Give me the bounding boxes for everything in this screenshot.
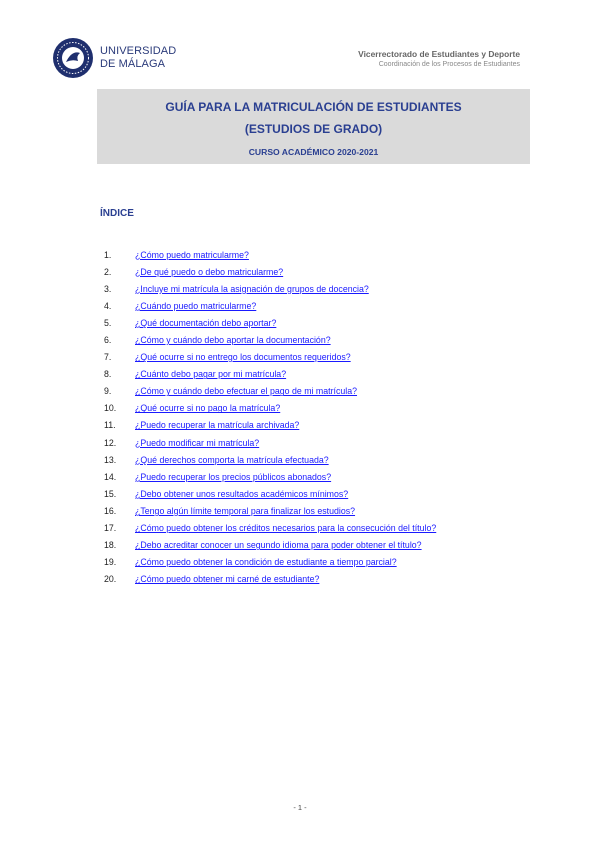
toc-item-number: 20. (104, 574, 117, 585)
toc-item-link[interactable]: ¿Cómo puedo matricularme? (135, 249, 249, 260)
university-name-line1: UNIVERSIDAD (100, 45, 177, 57)
document-title: GUÍA PARA LA MATRICULACIÓN DE ESTUDIANTES (165, 100, 462, 114)
toc-item-number: 6. (104, 335, 112, 346)
toc-item-number: 11. (104, 420, 116, 431)
toc-item-number: 19. (104, 557, 117, 568)
toc-item-link[interactable]: ¿Qué documentación debo aportar? (135, 317, 277, 328)
document-title-box (97, 89, 530, 164)
toc-item-link[interactable]: ¿Debo obtener unos resultados académicos mínimos? (135, 488, 349, 499)
toc-item-link[interactable]: ¿Qué ocurre si no entrego los documentos requeridos? (135, 352, 351, 363)
toc-item (104, 349, 436, 366)
toc-item-number: 10. (104, 403, 117, 414)
toc-item-link[interactable]: ¿Puedo modificar mi matrícula? (135, 437, 260, 448)
toc-item (104, 280, 436, 297)
toc-item-number: 2. (104, 266, 112, 277)
table-of-contents (104, 246, 436, 588)
university-logo (52, 37, 176, 79)
toc-item (104, 485, 436, 502)
academic-year: CURSO ACADÉMICO 2020-2021 (248, 147, 379, 157)
toc-item-link[interactable]: ¿Cuánto debo pagar por mi matrícula? (135, 369, 287, 380)
toc-item-number: 5. (104, 317, 112, 328)
toc-item-link[interactable]: ¿Puedo recuperar la matrícula archivada? (135, 420, 300, 431)
toc-item-number: 17. (104, 523, 117, 534)
toc-item (104, 468, 436, 485)
toc-item-number: 16. (104, 505, 117, 516)
toc-item (104, 263, 436, 280)
toc-item-link[interactable]: ¿Cómo puedo obtener los créditos necesarios para la consecución del título? (135, 523, 437, 534)
toc-item-link[interactable]: ¿Puedo recuperar los precios públicos abonados? (135, 471, 332, 482)
toc-item (104, 297, 436, 314)
toc-item-link[interactable]: ¿Cómo puedo obtener mi carné de estudiante? (135, 574, 320, 585)
index-heading: ÍNDICE (100, 208, 134, 219)
toc-item (104, 520, 436, 537)
toc-item (104, 366, 436, 383)
toc-item (104, 502, 436, 519)
vice-rectorate-subtitle: Coordinación de los Procesos de Estudiantes (378, 61, 520, 68)
toc-item-number: 13. (104, 454, 117, 465)
toc-item-link[interactable]: ¿Tengo algún límite temporal para finalizar los estudios? (135, 505, 356, 516)
toc-item-link[interactable]: ¿Debo acreditar conocer un segundo idioma para poder obtener el título? (135, 540, 422, 551)
toc-item-link[interactable]: ¿De qué puedo o debo matricularme? (135, 266, 284, 277)
toc-item-link[interactable]: ¿Cómo y cuándo debo aportar la documentación? (135, 335, 331, 346)
toc-item-number: 8. (104, 369, 112, 380)
document-subtitle: (ESTUDIOS DE GRADO) (244, 122, 383, 136)
toc-item-number: 15. (104, 488, 117, 499)
toc-item-link[interactable]: ¿Cuándo puedo matricularme? (135, 300, 257, 311)
toc-item (104, 434, 436, 451)
university-seal-icon (52, 37, 94, 79)
toc-item (104, 451, 436, 468)
vice-rectorate-title: Vicerrectorado de Estudiantes y Deporte (358, 49, 520, 59)
toc-item (104, 400, 436, 417)
toc-item-number: 12. (104, 437, 117, 448)
toc-item (104, 417, 436, 434)
toc-item-link[interactable]: ¿Qué ocurre si no pago la matrícula? (135, 403, 281, 414)
toc-item-number: 1. (104, 249, 112, 260)
page-number: - 1 - (293, 803, 307, 812)
toc-item (104, 537, 436, 554)
toc-item-number: 14. (104, 471, 117, 482)
toc-item-number: 7. (104, 352, 112, 363)
toc-item-number: 9. (104, 386, 112, 397)
toc-item (104, 314, 436, 331)
toc-item-number: 3. (104, 283, 112, 294)
university-name-line2: DE MÁLAGA (100, 58, 166, 70)
toc-item-link[interactable]: ¿Qué derechos comporta la matrícula efectuada? (135, 454, 329, 465)
toc-item-number: 4. (104, 300, 112, 311)
toc-item-link[interactable]: ¿Cómo y cuándo debo efectuar el pago de mi matrícula? (135, 386, 358, 397)
toc-item-link[interactable]: ¿Cómo puedo obtener la condición de estudiante a tiempo parcial? (135, 557, 397, 568)
vice-rectorate-header (358, 48, 520, 70)
toc-item (104, 331, 436, 348)
toc-item (104, 246, 436, 263)
toc-item (104, 571, 436, 588)
toc-item-link[interactable]: ¿Incluye mi matrícula la asignación de grupos de docencia? (135, 283, 369, 294)
toc-item (104, 554, 436, 571)
university-name (100, 45, 176, 71)
toc-item-number: 18. (104, 540, 117, 551)
toc-item (104, 383, 436, 400)
